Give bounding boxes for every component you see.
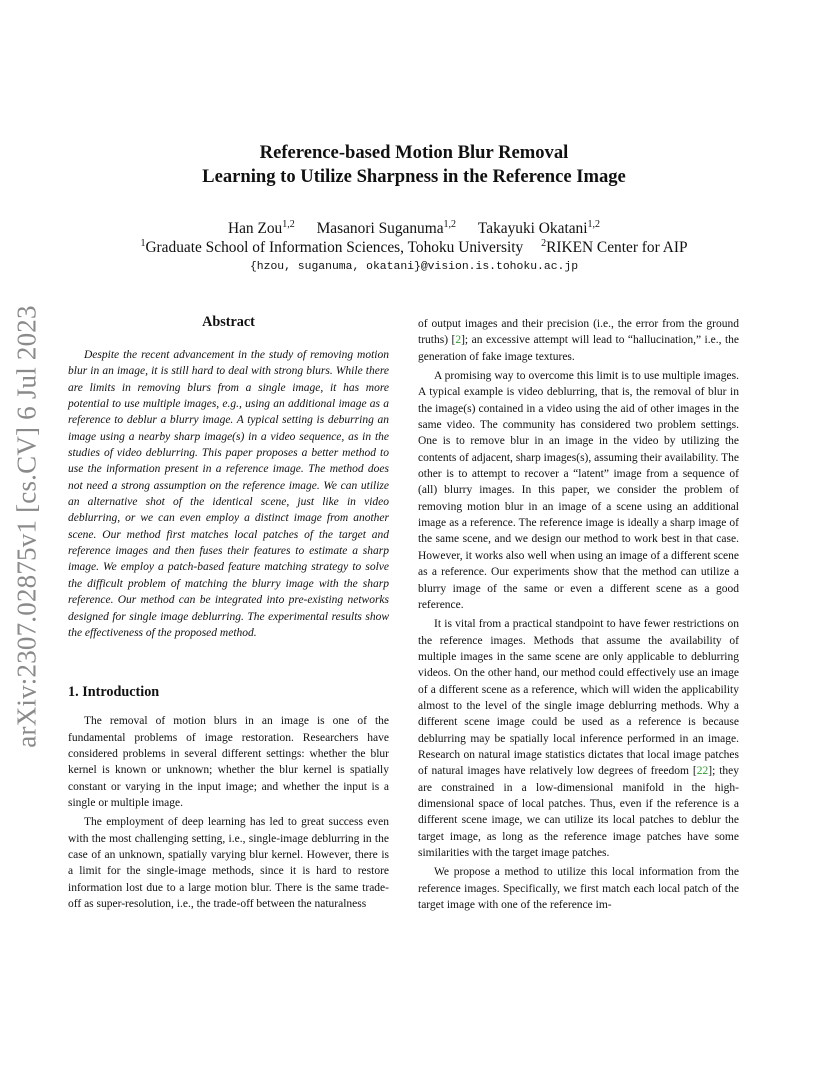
paragraph: A promising way to overcome this limit is to use multiple images. A typical example is video deblurring, that is, the removal of blur in the image(s) contained in a video using the aid of other images in the same video. The community has considered two problem settings. One is to remove blur in an image in the video by utilizing the contents of adjacent, sharp images(s), assuming their availability. The other is to attempt to recover a “latent” image from a sequence of (all) blurry images. In this paper, we consider the problem of removing motion blur in an image of a scene using an additional image as a reference. The reference image is ideally a sharp image of the same scene, and we design our method to work best in that case. However, it works also well when using an image of a different scene as a reference. Our experiments show that the method can utilize a blurry image of the same or even a different scene as a good reference. xyxy=(418,370,739,611)
affiliation-mark: 1 xyxy=(140,238,146,249)
paragraph-text: ]; an excessive attempt will lead to “hallucination,” i.e., the generation of fake image textures. xyxy=(418,334,739,363)
arxiv-identifier: arXiv:2307.02875v1 [cs.CV] 6 Jul 2023 xyxy=(11,304,42,748)
affiliation-name: RIKEN Center for AIP xyxy=(546,239,688,257)
left-column xyxy=(68,314,389,915)
affiliation-name: Graduate School of Information Sciences, Tohoku University xyxy=(145,239,524,257)
author xyxy=(228,220,295,237)
paper-title xyxy=(0,141,828,189)
paragraph-text: of output images and their precision (i.e., the error from the ground truths) [ xyxy=(418,318,739,347)
paragraph: The removal of motion blurs in an image is one of the fundamental problems of image restoration. Researchers have considered problems in several different settings: whether the blur kernel is known or unknown; whether the blur kernel is spatially constant or varying in the input image; and whether the input is a single or multiple image. xyxy=(68,715,389,809)
paragraph-text: It is vital from a practical standpoint to have fewer restrictions on the reference images. Methods that assume the availability of multiple images in the same scene are only applicable to deblurring videos. On the other hand, our method could effectively use an image of a different scene as a reference, which will widen the applicability almost to the level of the single image deblurring methods. Why a different scene image could be used as a reference is because deblurring may be spatially local inference performed in an image. Research on natural image statistics dictates that local image patches of natural images have relatively low degrees of freedom [ xyxy=(418,618,739,778)
paragraph: The employment of deep learning has led to great success even with the most challenging setting, i.e., single-image deblurring in the case of an unknown, spatially varying blur kernel. However, there is a limit for the single-image methods, since it is hard to restore information lost due to a large motion blur. There is the same trade-off as super-resolution, i.e., the trade-off between the naturalness xyxy=(68,816,389,910)
title-line-2: Learning to Utilize Sharpness in the Reference Image xyxy=(202,166,626,187)
paragraph-text: ]; they are constrained in a low-dimensional manifold in the high-dimensional space of local patches. Thus, even if the reference is a different scene image, we can utilize its local patches to deblur the target image, as long as the reference image patches have some similarities with the target image patches. xyxy=(418,765,739,859)
author-name: Masanori Suganuma xyxy=(316,220,444,238)
affiliation-list xyxy=(0,238,828,257)
author xyxy=(478,220,600,237)
right-column xyxy=(418,316,739,916)
author-affil-mark: 1,2 xyxy=(443,219,457,230)
citation-link[interactable]: 22 xyxy=(696,765,709,778)
paragraph: We propose a method to utilize this local information from the reference images. Specifically, we first match each local patch of the target image with one of the reference im- xyxy=(418,866,739,912)
author-affil-mark: 1,2 xyxy=(282,219,295,230)
affiliation-mark: 2 xyxy=(541,238,547,249)
title-line-1: Reference-based Motion Blur Removal xyxy=(259,142,569,163)
author-list xyxy=(0,219,828,238)
citation-link[interactable]: 2 xyxy=(455,334,462,347)
author-affil-mark: 1,2 xyxy=(587,219,601,230)
abstract-heading: Abstract xyxy=(202,314,255,330)
abstract-text: Despite the recent advancement in the study of removing motion blur in an image, it is still hard to deal with strong blurs. While there are limits in removing blurs from a single image, it has more potential to use multiple images, e.g., using an additional image as a reference to deblur a blurry image. A typical setting is deburring an image using a nearby sharp image(s) in a video sequence, as in the studies of video deblurring. This paper proposes a better method to use the information present in a reference image. The method does not need a strong assumption on the reference image. We can utilize an alternative shot of the identical scene, just like in video deblurring, or we can even employ a distinct image from another scene. Our method first matches local patches of the target and reference images and then fuses their features to estimate a sharp image. We employ a patch-based feature matching strategy to solve the difficult problem of matching the blurry image with the sharp reference. Our method can be integrated into pre-existing networks designed for single image deblurring. The experimental results show the effectiveness of the proposed method. xyxy=(68,349,389,639)
author-name: Takayuki Okatani xyxy=(477,220,588,238)
paragraph xyxy=(418,616,739,861)
affiliation xyxy=(541,239,687,256)
author-name: Han Zou xyxy=(227,220,283,238)
affiliation xyxy=(140,239,523,256)
author-emails: {hzou, suganuma, okatani}@vision.is.tohoku.ac.jp xyxy=(249,261,579,273)
section-heading-introduction: 1. Introduction xyxy=(68,684,160,701)
arxiv-stamp xyxy=(10,300,44,752)
author xyxy=(317,220,456,237)
paragraph xyxy=(418,316,739,365)
